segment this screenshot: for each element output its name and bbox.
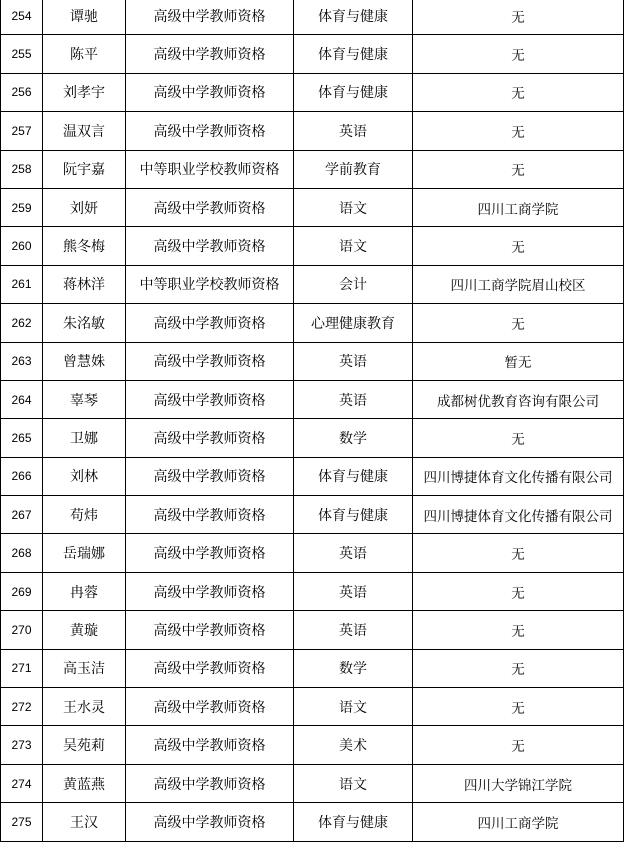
row-number: 274 bbox=[1, 764, 43, 802]
employer: 四川工商学院 bbox=[413, 188, 624, 226]
qualification-type: 高级中学教师资格 bbox=[126, 380, 294, 418]
qualification-type: 高级中学教师资格 bbox=[126, 188, 294, 226]
employer: 四川博捷体育文化传播有限公司 bbox=[413, 496, 624, 534]
table-row bbox=[1, 0, 624, 35]
employer: 无 bbox=[413, 688, 624, 726]
table-row bbox=[1, 342, 624, 380]
employer: 无 bbox=[413, 227, 624, 265]
table-row bbox=[1, 419, 624, 457]
teaching-subject: 英语 bbox=[294, 112, 413, 150]
teaching-subject: 美术 bbox=[294, 726, 413, 764]
row-number: 272 bbox=[1, 688, 43, 726]
table-row bbox=[1, 764, 624, 802]
row-number: 273 bbox=[1, 726, 43, 764]
teaching-subject: 体育与健康 bbox=[294, 457, 413, 495]
applicant-name: 高玉洁 bbox=[43, 649, 126, 687]
applicant-name: 岳瑞娜 bbox=[43, 534, 126, 572]
row-number: 275 bbox=[1, 803, 43, 841]
row-number: 269 bbox=[1, 572, 43, 610]
row-number: 258 bbox=[1, 150, 43, 188]
table-row bbox=[1, 188, 624, 226]
qualification-type: 高级中学教师资格 bbox=[126, 35, 294, 73]
table-row bbox=[1, 496, 624, 534]
row-number: 266 bbox=[1, 457, 43, 495]
employer: 四川大学锦江学院 bbox=[413, 764, 624, 802]
teaching-subject: 体育与健康 bbox=[294, 0, 413, 35]
row-number: 262 bbox=[1, 304, 43, 342]
applicant-name: 王汉 bbox=[43, 803, 126, 841]
table-row bbox=[1, 150, 624, 188]
qualification-type: 高级中学教师资格 bbox=[126, 73, 294, 111]
table-row bbox=[1, 73, 624, 111]
employer: 无 bbox=[413, 112, 624, 150]
table-row bbox=[1, 803, 624, 841]
teaching-subject: 体育与健康 bbox=[294, 496, 413, 534]
teaching-subject: 心理健康教育 bbox=[294, 304, 413, 342]
teaching-subject: 学前教育 bbox=[294, 150, 413, 188]
row-number: 271 bbox=[1, 649, 43, 687]
table-row bbox=[1, 35, 624, 73]
table-row bbox=[1, 649, 624, 687]
row-number: 256 bbox=[1, 73, 43, 111]
employer: 无 bbox=[413, 150, 624, 188]
table-row bbox=[1, 572, 624, 610]
employer: 成都树优教育咨询有限公司 bbox=[413, 380, 624, 418]
row-number: 259 bbox=[1, 188, 43, 226]
employer: 无 bbox=[413, 649, 624, 687]
qualification-type: 高级中学教师资格 bbox=[126, 304, 294, 342]
teaching-subject: 英语 bbox=[294, 611, 413, 649]
table-row bbox=[1, 304, 624, 342]
table-row bbox=[1, 112, 624, 150]
row-number: 257 bbox=[1, 112, 43, 150]
teaching-subject: 英语 bbox=[294, 534, 413, 572]
qualification-type: 高级中学教师资格 bbox=[126, 0, 294, 35]
employer: 无 bbox=[413, 35, 624, 73]
teaching-subject: 数学 bbox=[294, 419, 413, 457]
table-row bbox=[1, 726, 624, 764]
applicant-name: 苟炜 bbox=[43, 496, 126, 534]
employer: 无 bbox=[413, 726, 624, 764]
qualification-type: 高级中学教师资格 bbox=[126, 496, 294, 534]
teaching-subject: 体育与健康 bbox=[294, 73, 413, 111]
roster-body bbox=[1, 0, 624, 841]
applicant-name: 曾慧姝 bbox=[43, 342, 126, 380]
qualification-type: 中等职业学校教师资格 bbox=[126, 265, 294, 303]
qualification-type: 高级中学教师资格 bbox=[126, 112, 294, 150]
row-number: 261 bbox=[1, 265, 43, 303]
employer: 四川博捷体育文化传播有限公司 bbox=[413, 457, 624, 495]
teaching-subject: 语文 bbox=[294, 688, 413, 726]
qualification-type: 高级中学教师资格 bbox=[126, 611, 294, 649]
row-number: 268 bbox=[1, 534, 43, 572]
table-row bbox=[1, 380, 624, 418]
teaching-subject: 语文 bbox=[294, 188, 413, 226]
applicant-name: 熊冬梅 bbox=[43, 227, 126, 265]
qualification-type: 高级中学教师资格 bbox=[126, 803, 294, 841]
teaching-subject: 体育与健康 bbox=[294, 35, 413, 73]
qualification-type: 高级中学教师资格 bbox=[126, 572, 294, 610]
employer: 无 bbox=[413, 611, 624, 649]
applicant-name: 刘孝宇 bbox=[43, 73, 126, 111]
row-number: 255 bbox=[1, 35, 43, 73]
qualification-type: 高级中学教师资格 bbox=[126, 227, 294, 265]
applicant-name: 冉蓉 bbox=[43, 572, 126, 610]
employer: 无 bbox=[413, 572, 624, 610]
applicant-name: 陈平 bbox=[43, 35, 126, 73]
employer: 无 bbox=[413, 534, 624, 572]
table-row bbox=[1, 265, 624, 303]
qualification-type: 高级中学教师资格 bbox=[126, 534, 294, 572]
employer: 无 bbox=[413, 419, 624, 457]
applicant-name: 黄璇 bbox=[43, 611, 126, 649]
row-number: 264 bbox=[1, 380, 43, 418]
teaching-subject: 语文 bbox=[294, 764, 413, 802]
applicant-name: 王水灵 bbox=[43, 688, 126, 726]
applicant-name: 温双言 bbox=[43, 112, 126, 150]
table-row bbox=[1, 611, 624, 649]
applicant-name: 蒋林洋 bbox=[43, 265, 126, 303]
qualification-type: 中等职业学校教师资格 bbox=[126, 150, 294, 188]
applicant-name: 刘林 bbox=[43, 457, 126, 495]
qualification-type: 高级中学教师资格 bbox=[126, 649, 294, 687]
row-number: 267 bbox=[1, 496, 43, 534]
teaching-subject: 英语 bbox=[294, 572, 413, 610]
qualification-type: 高级中学教师资格 bbox=[126, 419, 294, 457]
teaching-subject: 体育与健康 bbox=[294, 803, 413, 841]
table-row bbox=[1, 534, 624, 572]
applicant-name: 吴苑莉 bbox=[43, 726, 126, 764]
qualification-type: 高级中学教师资格 bbox=[126, 457, 294, 495]
table-row bbox=[1, 227, 624, 265]
row-number: 254 bbox=[1, 0, 43, 35]
row-number: 260 bbox=[1, 227, 43, 265]
employer: 无 bbox=[413, 304, 624, 342]
table-row bbox=[1, 688, 624, 726]
applicant-name: 辜琴 bbox=[43, 380, 126, 418]
applicant-name: 黄蓝燕 bbox=[43, 764, 126, 802]
employer: 无 bbox=[413, 73, 624, 111]
applicant-name: 谭驰 bbox=[43, 0, 126, 35]
teaching-subject: 会计 bbox=[294, 265, 413, 303]
teaching-subject: 英语 bbox=[294, 380, 413, 418]
teaching-subject: 英语 bbox=[294, 342, 413, 380]
qualification-type: 高级中学教师资格 bbox=[126, 342, 294, 380]
applicant-name: 朱洺敏 bbox=[43, 304, 126, 342]
table-row bbox=[1, 457, 624, 495]
applicant-name: 阮宇嘉 bbox=[43, 150, 126, 188]
applicant-name: 卫娜 bbox=[43, 419, 126, 457]
qualification-type: 高级中学教师资格 bbox=[126, 688, 294, 726]
teaching-subject: 语文 bbox=[294, 227, 413, 265]
qualification-type: 高级中学教师资格 bbox=[126, 726, 294, 764]
qualification-type: 高级中学教师资格 bbox=[126, 764, 294, 802]
applicant-name: 刘妍 bbox=[43, 188, 126, 226]
row-number: 265 bbox=[1, 419, 43, 457]
teaching-subject: 数学 bbox=[294, 649, 413, 687]
employer: 四川工商学院 bbox=[413, 803, 624, 841]
employer: 无 bbox=[413, 0, 624, 35]
employer: 暂无 bbox=[413, 342, 624, 380]
row-number: 270 bbox=[1, 611, 43, 649]
row-number: 263 bbox=[1, 342, 43, 380]
employer: 四川工商学院眉山校区 bbox=[413, 265, 624, 303]
